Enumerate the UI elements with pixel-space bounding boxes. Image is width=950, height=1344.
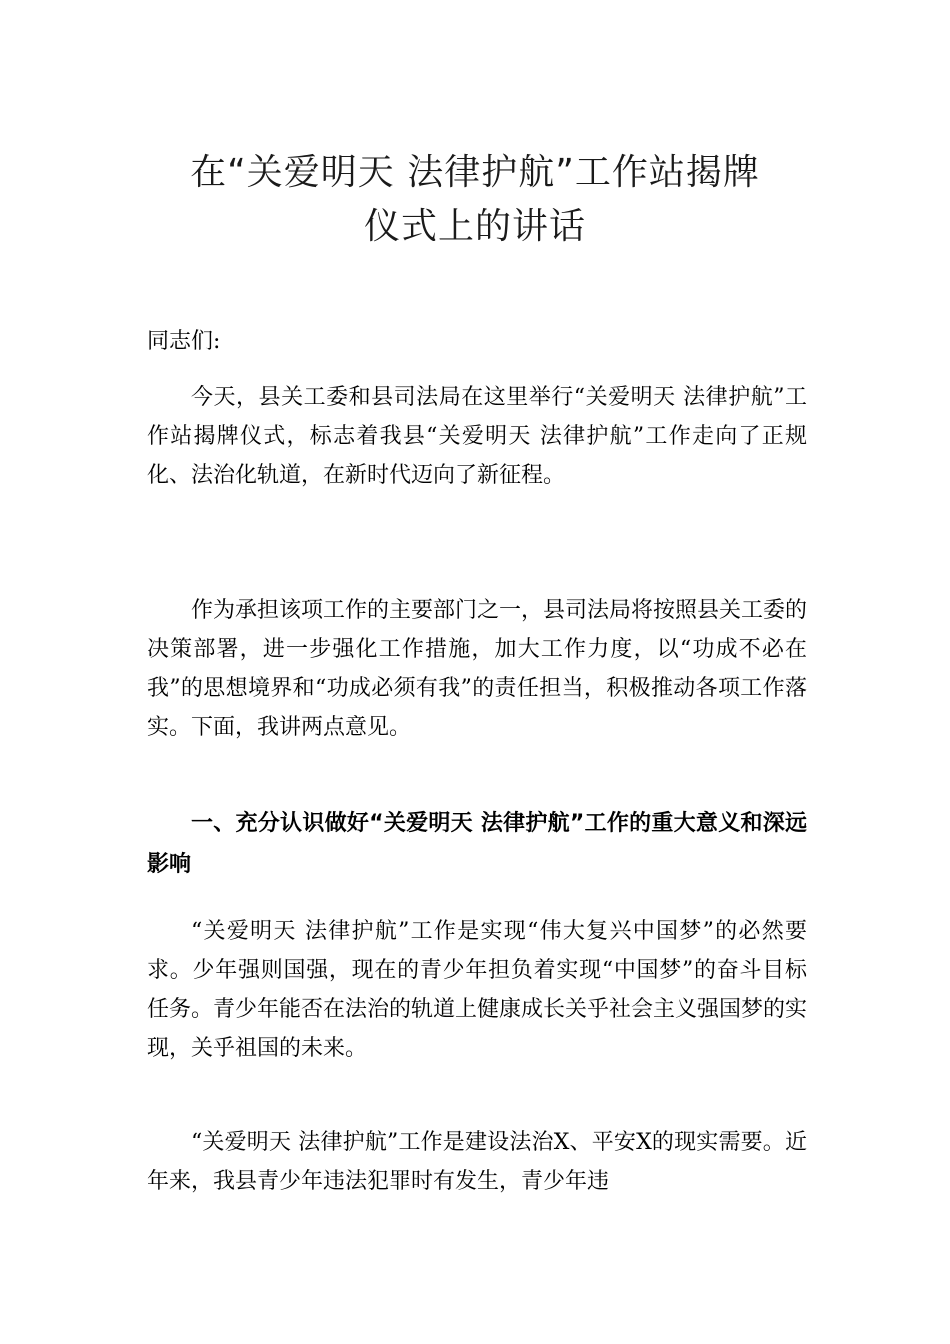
- salutation: 同志们:: [147, 329, 221, 354]
- section-heading: 一、充分认识做好“关爱明天 法律护航”工作的重大意义和深远影响: [147, 811, 807, 877]
- title-line-1: 在“关爱明天 法律护航”工作站揭牌: [190, 152, 760, 193]
- title-line-2: 仪式上的讲话: [363, 206, 586, 247]
- document-title: [100, 146, 850, 254]
- paragraph-section-2: “关爱明天 法律护航”工作是建设法治X、平安X的现实需要。近年来，我县青少年违法犯罪时有发生，青少年违: [147, 1130, 807, 1194]
- paragraph-section-1: “关爱明天 法律护航”工作是实现“伟大复兴中国梦”的必然要求。少年强则国强，现在的青少年担负着实现“中国梦”的奋斗目标任务。青少年能否在法治的轨道上健康成长关乎社会主义强国梦的实现，关乎祖国的未来。: [147, 919, 808, 1061]
- paragraph-opening: 今天，县关工委和县司法局在这里举行“关爱明天 法律护航”工作站揭牌仪式，标志着我县“关爱明天 法律护航”工作走向了正规化、法治化轨道，在新时代迈向了新征程。: [147, 385, 807, 488]
- paragraph-commitment: 作为承担该项工作的主要部门之一，县司法局将按照县关工委的决策部署，进一步强化工作措施，加大工作力度，以“功成不必在我”的思想境界和“功成必须有我”的责任担当，积极推动各项工作落实。下面，我讲两点意见。: [147, 598, 808, 740]
